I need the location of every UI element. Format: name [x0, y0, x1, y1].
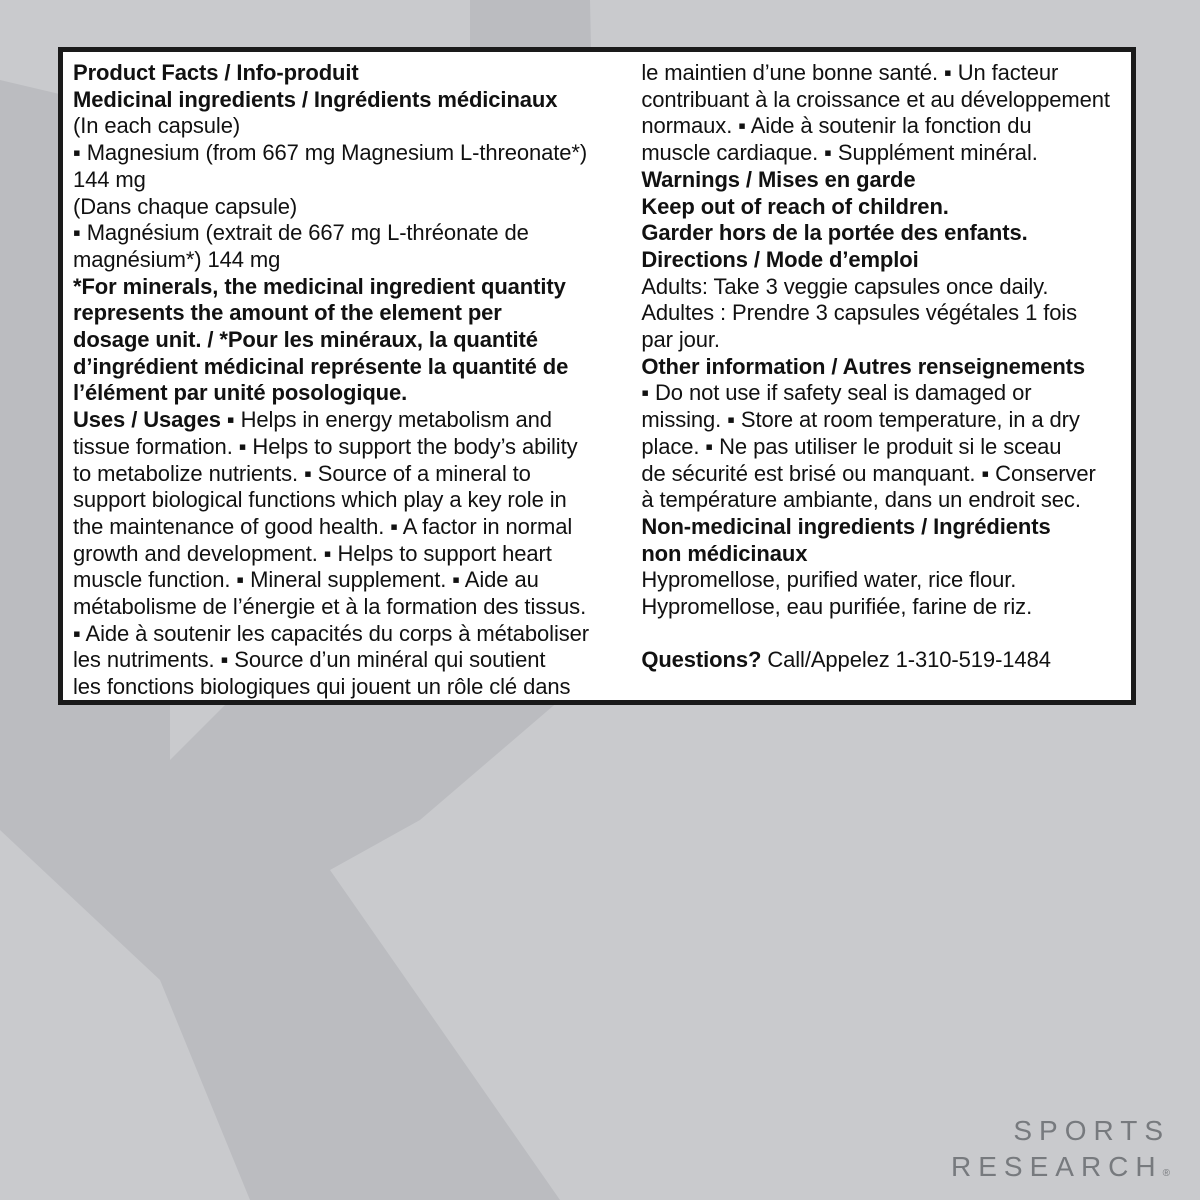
right-col-line: de sécurité est brisé ou manquant. ▪ Conserver	[641, 460, 1096, 486]
right-col-line: contribuant à la croissance et au développement	[641, 86, 1110, 112]
left-col-heading: Uses / Usages	[73, 407, 221, 433]
right-col-line	[641, 647, 1131, 674]
left-col-line: Product Facts / Info-produit	[73, 60, 359, 85]
left-col-line: magnésium*) 144 mg	[73, 246, 281, 272]
left-col-line: support biological functions which play a key role in	[73, 487, 567, 513]
left-col-line: represents the amount of the element per	[73, 300, 502, 326]
left-col-line: ▪ Magnesium (from 667 mg Magnesium L-threonate*)	[73, 140, 588, 166]
right-col-line: Adults: Take 3 veggie capsules once daily.	[641, 273, 1049, 299]
left-col-line: l’élément par unité posologique.	[73, 380, 408, 406]
right-col-line: place. ▪ Ne pas utiliser le produit si le sceau	[641, 433, 1062, 459]
right-col-line: Keep out of reach of children.	[641, 193, 949, 219]
left-col-line: dosage unit. / *Pour les minéraux, la quantité	[73, 327, 538, 353]
right-col-heading: Questions?	[641, 647, 762, 673]
left-col-line: ▪ Magnésium (extrait de 667 mg L-thréonate de	[73, 220, 529, 246]
right-col-line: Warnings / Mises en garde	[641, 166, 916, 192]
left-col-line: ▪ Aide à soutenir les capacités du corps à métaboliser	[73, 620, 590, 646]
label-right-column	[627, 52, 1131, 700]
left-col-line: growth and development. ▪ Helps to support heart	[73, 540, 552, 566]
right-col-spacer	[641, 621, 1131, 648]
left-col-line: les nutriments. ▪ Source d’un minéral qui soutient	[73, 647, 546, 673]
right-col-line: Hypromellose, purified water, rice flour.	[641, 567, 1017, 593]
left-col-line: (In each capsule)	[73, 113, 241, 139]
left-col-line: 144 mg	[73, 166, 146, 192]
left-col-line: d’ingrédient médicinal représente la quantité de	[73, 353, 569, 379]
right-col-line: non médicinaux	[641, 540, 808, 566]
right-col-line: Other information / Autres renseignements	[641, 353, 1086, 379]
left-col-line: to metabolize nutrients. ▪ Source of a mineral to	[73, 460, 531, 486]
brand-line-2	[951, 1149, 1170, 1192]
left-col-text: ▪ Helps in energy metabolism and	[220, 407, 552, 433]
right-col-line: muscle cardiaque. ▪ Supplément minéral.	[641, 140, 1038, 166]
right-col-line: Adultes : Prendre 3 capsules végétales 1 fois	[641, 300, 1078, 326]
registered-mark: ®	[1162, 1168, 1170, 1179]
right-col-line: à température ambiante, dans un endroit sec.	[641, 487, 1081, 513]
right-col-line: Garder hors de la portée des enfants.	[641, 220, 1028, 246]
right-col-line: Directions / Mode d’emploi	[641, 246, 919, 272]
product-facts-panel	[58, 47, 1136, 705]
right-col-line: missing. ▪ Store at room temperature, in a dry	[641, 407, 1080, 433]
left-col-line: the maintenance of good health. ▪ A factor in normal	[73, 513, 573, 539]
left-col-line: les fonctions biologiques qui jouent un rôle clé dans	[73, 674, 571, 700]
right-col-line: Non-medicinal ingredients / Ingrédients	[641, 513, 1051, 539]
right-col-line: normaux. ▪ Aide à soutenir la fonction du	[641, 113, 1032, 139]
brand-line-1: SPORTS	[1013, 1115, 1170, 1146]
right-col-line: Hypromellose, eau purifiée, farine de riz.	[641, 594, 1033, 620]
left-col-line: *For minerals, the medicinal ingredient quantity	[73, 273, 566, 299]
left-col-line: tissue formation. ▪ Helps to support the body’s ability	[73, 433, 578, 459]
label-left-column	[63, 52, 627, 700]
left-col-line: Medicinal ingredients / Ingrédients médicinaux	[73, 86, 558, 112]
right-col-line: ▪ Do not use if safety seal is damaged or	[641, 380, 1032, 406]
right-col-text: Call/Appelez 1-310-519-1484	[761, 647, 1051, 673]
brand-logo	[951, 1113, 1170, 1192]
left-col-line: métabolisme de l’énergie et à la formation des tissus.	[73, 594, 587, 620]
right-col-line: le maintien d’une bonne santé. ▪ Un facteur	[641, 60, 1059, 85]
brand-line-2-text: RESEARCH	[951, 1151, 1163, 1182]
left-col-line: (Dans chaque capsule)	[73, 193, 298, 219]
left-col-line	[73, 407, 627, 434]
left-col-line: muscle function. ▪ Mineral supplement. ▪ Aide au	[73, 567, 539, 593]
right-col-line: par jour.	[641, 327, 720, 353]
